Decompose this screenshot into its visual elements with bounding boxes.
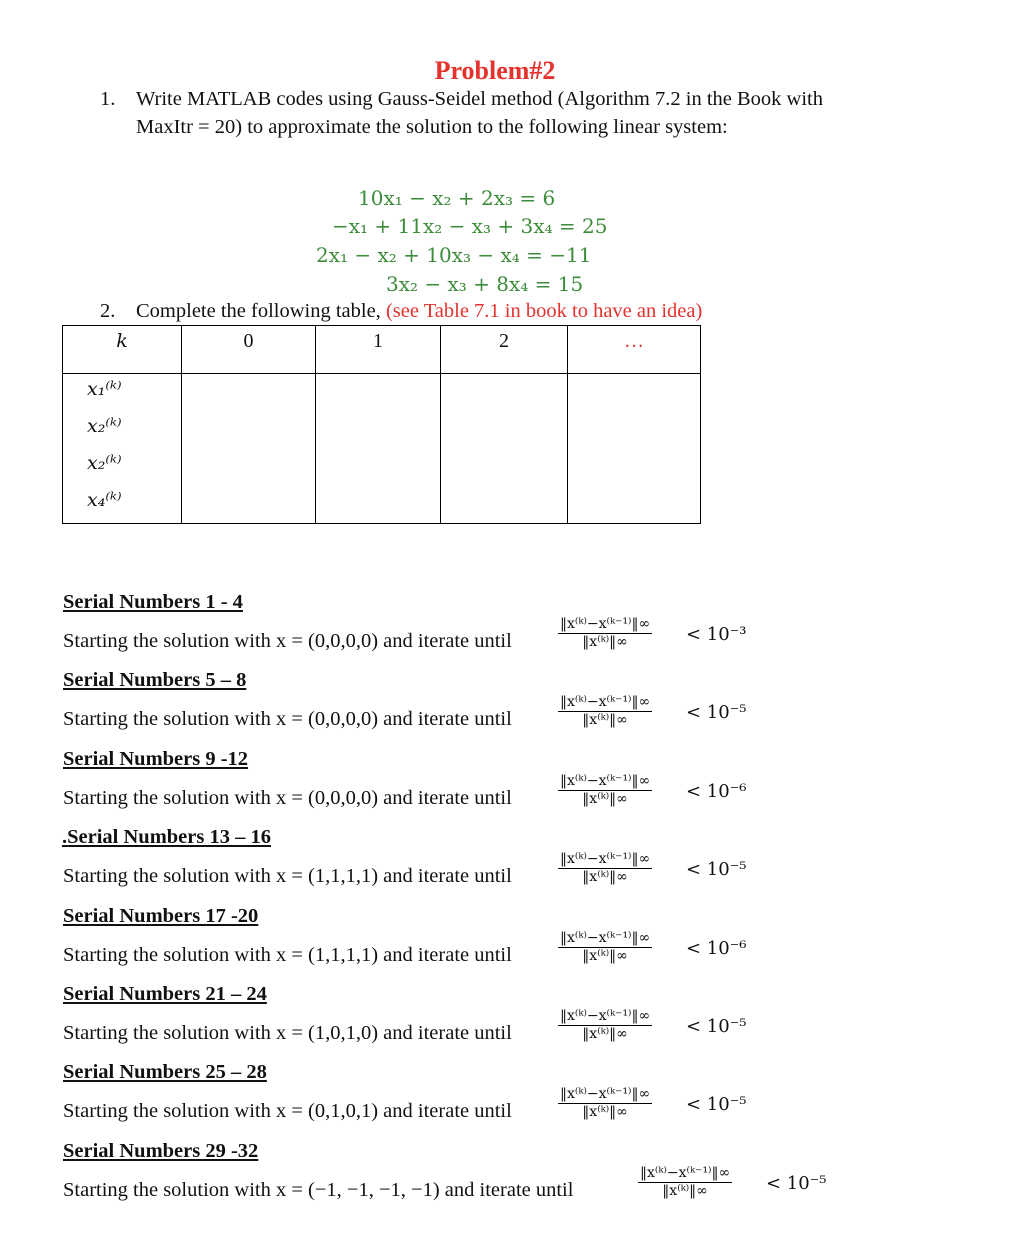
row-label-x3: x₂⁽ᵏ⁾ (87, 452, 122, 474)
equation-3: 2x₁ − x₂ + 10x₃ − x₄ = −11 (316, 243, 592, 267)
section-heading-text: Serial Numbers 13 – 16 (67, 826, 271, 848)
fraction-denominator: ‖x⁽ᵏ⁾‖∞ (582, 634, 628, 650)
tolerance: < 10⁻⁵ (766, 1173, 827, 1194)
equation-1: 10x₁ − x₂ + 2x₃ = 6 (358, 186, 556, 210)
item-2-note: (see Table 7.1 in book to have an idea) (385, 300, 703, 322)
section-start-text: Starting the solution with x = (0,0,0,0) and iterate until (63, 630, 512, 652)
section-start-text: Starting the solution with x = (−1, −1, −1, −1) and iterate until (63, 1179, 574, 1201)
tolerance: < 10⁻⁵ (686, 702, 747, 723)
fraction-denominator: ‖x⁽ᵏ⁾‖∞ (582, 791, 628, 807)
row-label-x2: x₂⁽ᵏ⁾ (87, 415, 122, 437)
fraction-numerator: ‖x⁽ᵏ⁾−x⁽ᵏ⁻¹⁾‖∞ (560, 1086, 651, 1102)
convergence-fraction (558, 1086, 652, 1120)
section-start-text: Starting the solution with x = (0,1,0,1) and iterate until (63, 1100, 512, 1122)
fraction-denominator: ‖x⁽ᵏ⁾‖∞ (582, 869, 628, 885)
table-cell-kn[interactable] (567, 373, 701, 524)
table-header-ellipsis: … (567, 325, 701, 374)
fraction-numerator: ‖x⁽ᵏ⁾−x⁽ᵏ⁻¹⁾‖∞ (560, 694, 651, 710)
fraction-numerator: ‖x⁽ᵏ⁾−x⁽ᵏ⁻¹⁾‖∞ (560, 1008, 651, 1024)
table-header-k: k (62, 325, 182, 374)
page-title: Problem#2 (434, 56, 556, 85)
convergence-fraction (558, 616, 652, 650)
section-heading-text: Serial Numbers 29 -32 (63, 1140, 259, 1162)
section-start-text: Starting the solution with x = (0,0,0,0) and iterate until (63, 787, 512, 809)
fraction-numerator: ‖x⁽ᵏ⁾−x⁽ᵏ⁻¹⁾‖∞ (560, 616, 651, 632)
table-row-labels-cell (62, 373, 182, 524)
convergence-fraction (558, 1008, 652, 1042)
item-1-line-1: Write MATLAB codes using Gauss-Seidel method (Algorithm 7.2 in the Book with (136, 88, 823, 110)
equation-4: 3x₂ − x₃ + 8x₄ = 15 (386, 272, 584, 296)
convergence-fraction (558, 694, 652, 728)
section-heading (63, 591, 243, 614)
table-header-0: 0 (181, 325, 316, 374)
section-heading-text: Serial Numbers 17 -20 (63, 905, 259, 927)
item-1-number: 1. (100, 88, 116, 110)
convergence-fraction (558, 851, 652, 885)
table-cell-k0[interactable] (181, 373, 316, 524)
section-heading (62, 826, 271, 849)
section-heading-text: Serial Numbers 5 – 8 (63, 669, 247, 691)
section-heading-text: Serial Numbers 25 – 28 (63, 1061, 267, 1083)
section-start-text: Starting the solution with x = (1,0,1,0) and iterate until (63, 1022, 512, 1044)
section-heading (63, 905, 258, 928)
fraction-numerator: ‖x⁽ᵏ⁾−x⁽ᵏ⁻¹⁾‖∞ (560, 851, 651, 867)
fraction-denominator: ‖x⁽ᵏ⁾‖∞ (582, 1104, 628, 1120)
tolerance: < 10⁻⁶ (686, 938, 747, 959)
tolerance: < 10⁻⁵ (686, 1016, 747, 1037)
item-2-number: 2. (100, 300, 116, 322)
fraction-numerator: ‖x⁽ᵏ⁾−x⁽ᵏ⁻¹⁾‖∞ (640, 1165, 731, 1181)
fraction-denominator: ‖x⁽ᵏ⁾‖∞ (582, 948, 628, 964)
table-header-2: 2 (440, 325, 568, 374)
fraction-numerator: ‖x⁽ᵏ⁾−x⁽ᵏ⁻¹⁾‖∞ (560, 930, 651, 946)
section-heading (63, 748, 248, 771)
fraction-denominator: ‖x⁽ᵏ⁾‖∞ (582, 712, 628, 728)
section-heading (63, 1061, 267, 1084)
tolerance: < 10⁻⁵ (686, 859, 747, 880)
section-heading (63, 983, 267, 1006)
section-heading (63, 669, 246, 692)
item-1-line-2: MaxItr = 20) to approximate the solution to the following linear system: (136, 116, 728, 138)
iteration-table (62, 325, 701, 524)
convergence-fraction (558, 930, 652, 964)
section-heading (63, 1140, 258, 1163)
equation-2: −x₁ + 11x₂ − x₃ + 3x₄ = 25 (332, 214, 608, 238)
table-cell-k1[interactable] (315, 373, 441, 524)
row-label-x4: x₄⁽ᵏ⁾ (87, 489, 122, 511)
tolerance: < 10⁻⁶ (686, 781, 747, 802)
row-label-x1: x₁⁽ᵏ⁾ (87, 378, 122, 400)
item-2-text (136, 300, 702, 323)
section-start-text: Starting the solution with x = (0,0,0,0) and iterate until (63, 708, 512, 730)
section-heading-text: Serial Numbers 1 - 4 (63, 591, 243, 613)
tolerance: < 10⁻⁵ (686, 1094, 747, 1115)
section-start-text: Starting the solution with x = (1,1,1,1) and iterate until (63, 865, 512, 887)
tolerance: < 10⁻³ (686, 624, 747, 645)
fraction-denominator: ‖x⁽ᵏ⁾‖∞ (582, 1026, 628, 1042)
table-cell-k2[interactable] (440, 373, 568, 524)
table-header-1: 1 (315, 325, 441, 374)
fraction-denominator: ‖x⁽ᵏ⁾‖∞ (662, 1183, 708, 1199)
convergence-fraction (638, 1165, 732, 1199)
fraction-numerator: ‖x⁽ᵏ⁾−x⁽ᵏ⁻¹⁾‖∞ (560, 773, 651, 789)
section-heading-prefix: . (62, 826, 68, 848)
convergence-fraction (558, 773, 652, 807)
section-heading-text: Serial Numbers 9 -12 (63, 748, 249, 770)
section-heading-text: Serial Numbers 21 – 24 (63, 983, 267, 1005)
item-2-main-text: Complete the following table, (136, 300, 381, 322)
section-start-text: Starting the solution with x = (1,1,1,1) and iterate until (63, 944, 512, 966)
